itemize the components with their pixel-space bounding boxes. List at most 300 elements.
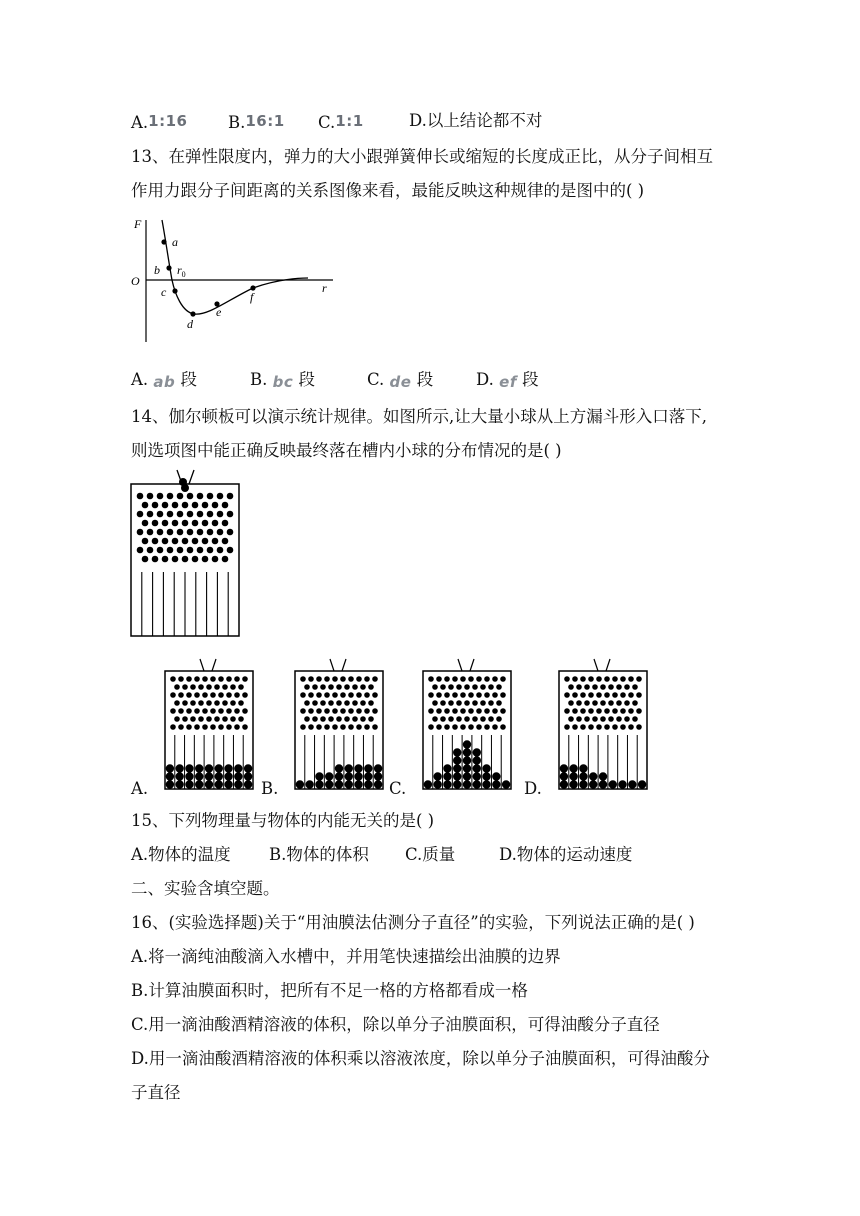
peg xyxy=(364,724,370,730)
q16-option-d-line1: D.用一滴油酸酒精溶液的体积乘以溶液浓度，除以单分子油膜面积，可得油酸分 xyxy=(131,1049,710,1068)
collected-ball xyxy=(166,780,174,788)
collected-ball xyxy=(215,764,223,772)
collected-ball xyxy=(482,780,490,788)
peg xyxy=(212,538,219,545)
peg xyxy=(636,708,642,714)
peg xyxy=(242,724,248,730)
q12-option-c: C.1:1 xyxy=(318,112,364,132)
collected-ball xyxy=(354,772,362,780)
peg xyxy=(636,676,642,682)
peg xyxy=(356,708,362,714)
peg xyxy=(612,676,618,682)
q16-option-c: C.用一滴油酸酒精溶液的体积，除以单分子油膜面积，可得油酸分子直径 xyxy=(131,1015,660,1034)
peg xyxy=(328,684,334,690)
q15-option-a: A.物体的温度 xyxy=(131,845,231,864)
peg xyxy=(604,708,610,714)
peg xyxy=(222,700,228,706)
peg xyxy=(364,708,370,714)
peg xyxy=(137,529,144,536)
peg xyxy=(227,547,234,554)
point-label-c: c xyxy=(161,285,167,299)
peg xyxy=(182,502,189,509)
funnel-right xyxy=(189,470,194,484)
peg xyxy=(624,716,630,722)
peg xyxy=(218,676,224,682)
collected-ball xyxy=(345,764,353,772)
q13-option-a: A. ab 段 xyxy=(131,370,198,391)
peg xyxy=(460,692,466,698)
peg xyxy=(212,502,219,509)
axis-label-f: F xyxy=(134,217,142,231)
galton-option-b xyxy=(292,657,386,793)
peg xyxy=(436,692,442,698)
peg xyxy=(468,692,474,698)
peg xyxy=(170,708,176,714)
peg xyxy=(194,724,200,730)
peg xyxy=(464,716,470,722)
peg xyxy=(600,700,606,706)
peg xyxy=(464,700,470,706)
collected-ball xyxy=(463,740,471,748)
peg xyxy=(484,692,490,698)
collected-ball xyxy=(224,772,232,780)
peg xyxy=(242,676,248,682)
q13-option-b: B. bc 段 xyxy=(250,370,316,391)
peg xyxy=(348,724,354,730)
peg xyxy=(500,692,506,698)
peg xyxy=(332,708,338,714)
peg xyxy=(604,676,610,682)
peg xyxy=(428,708,434,714)
peg xyxy=(456,700,462,706)
collected-ball xyxy=(244,772,252,780)
galton-option-d xyxy=(556,657,650,793)
peg xyxy=(608,716,614,722)
peg xyxy=(234,692,240,698)
peg xyxy=(596,708,602,714)
peg xyxy=(364,692,370,698)
collected-ball xyxy=(589,772,597,780)
peg xyxy=(222,716,228,722)
peg xyxy=(480,700,486,706)
peg xyxy=(620,692,626,698)
peg xyxy=(174,700,180,706)
peg xyxy=(186,708,192,714)
peg xyxy=(218,708,224,714)
collected-ball xyxy=(364,780,372,788)
collected-ball xyxy=(234,772,242,780)
collected-ball xyxy=(335,780,343,788)
peg xyxy=(572,692,578,698)
peg xyxy=(206,716,212,722)
peg xyxy=(368,684,374,690)
peg xyxy=(210,676,216,682)
peg xyxy=(308,692,314,698)
q13-text-line1: 13、在弹性限度内，弹力的大小跟弹簧伸长或缩短的长度成正比，从分子间相互 xyxy=(131,147,713,166)
peg xyxy=(628,724,634,730)
collected-ball xyxy=(433,772,441,780)
peg xyxy=(456,684,462,690)
q16-text-line1: 16、(实验选择题)关于“用油膜法估测分子直径”的实验，下列说法正确的是( ) xyxy=(131,913,695,932)
peg xyxy=(632,700,638,706)
peg xyxy=(157,529,164,536)
peg xyxy=(300,724,306,730)
peg xyxy=(218,692,224,698)
peg xyxy=(428,676,434,682)
peg xyxy=(202,556,209,563)
peg xyxy=(182,538,189,545)
peg xyxy=(194,692,200,698)
peg xyxy=(242,692,248,698)
peg xyxy=(186,676,192,682)
peg xyxy=(328,700,334,706)
collected-ball xyxy=(374,780,382,788)
peg xyxy=(320,684,326,690)
peg xyxy=(162,520,169,527)
q13-option-a-value: ab xyxy=(153,373,176,391)
peg xyxy=(212,520,219,527)
collected-ball xyxy=(443,780,451,788)
peg xyxy=(178,676,184,682)
peg xyxy=(167,529,174,536)
peg xyxy=(368,700,374,706)
peg xyxy=(178,708,184,714)
peg xyxy=(142,556,149,563)
peg xyxy=(202,708,208,714)
collected-ball xyxy=(463,748,471,756)
peg xyxy=(304,700,310,706)
peg xyxy=(340,692,346,698)
peg xyxy=(452,676,458,682)
peg xyxy=(226,676,232,682)
peg xyxy=(636,724,642,730)
peg xyxy=(604,692,610,698)
collected-ball xyxy=(453,748,461,756)
peg xyxy=(170,676,176,682)
peg xyxy=(496,700,502,706)
peg xyxy=(177,511,184,518)
collected-ball xyxy=(205,764,213,772)
collected-ball xyxy=(492,780,500,788)
peg xyxy=(226,724,232,730)
peg xyxy=(492,708,498,714)
point-label-d: d xyxy=(187,317,193,331)
collected-ball xyxy=(569,764,577,772)
peg xyxy=(308,676,314,682)
collected-ball xyxy=(364,772,372,780)
peg xyxy=(628,708,634,714)
collected-ball xyxy=(244,764,252,772)
q15-option-c: C.质量 xyxy=(405,845,456,864)
peg xyxy=(197,547,204,554)
peg xyxy=(340,676,346,682)
galton-board-main xyxy=(128,466,244,642)
peg xyxy=(214,684,220,690)
peg xyxy=(468,708,474,714)
peg xyxy=(214,716,220,722)
collected-ball xyxy=(453,780,461,788)
peg xyxy=(628,692,634,698)
peg xyxy=(476,676,482,682)
peg xyxy=(476,708,482,714)
collected-ball xyxy=(374,772,382,780)
collected-ball xyxy=(599,780,607,788)
q14-text-line1: 14、伽尔顿板可以演示统计规律。如图所示,让大量小球从上方漏斗形入口落下, xyxy=(131,407,707,426)
peg xyxy=(352,716,358,722)
peg xyxy=(152,502,159,509)
peg xyxy=(212,556,219,563)
peg xyxy=(170,692,176,698)
peg xyxy=(436,708,442,714)
section-title: 二、实验含填空题。 xyxy=(131,879,280,898)
collected-ball xyxy=(234,780,242,788)
collected-ball xyxy=(175,780,183,788)
collected-ball xyxy=(482,772,490,780)
collected-ball xyxy=(175,772,183,780)
peg xyxy=(157,547,164,554)
collected-ball xyxy=(569,772,577,780)
peg xyxy=(210,692,216,698)
peg xyxy=(202,538,209,545)
peg xyxy=(187,511,194,518)
collected-ball xyxy=(433,780,441,788)
collected-ball xyxy=(345,780,353,788)
peg xyxy=(352,700,358,706)
peg xyxy=(222,684,228,690)
peg xyxy=(444,692,450,698)
peg xyxy=(320,716,326,722)
point-a xyxy=(161,239,166,244)
peg xyxy=(332,692,338,698)
peg xyxy=(187,547,194,554)
q16-option-b: B.计算油膜面积时，把所有不足一格的方格都看成一格 xyxy=(131,981,528,1000)
peg xyxy=(167,493,174,500)
peg xyxy=(588,692,594,698)
peg xyxy=(500,708,506,714)
funnel-left xyxy=(594,659,598,671)
peg xyxy=(147,547,154,554)
peg xyxy=(428,692,434,698)
collected-ball xyxy=(185,764,193,772)
funnel-left xyxy=(330,659,334,671)
q13-option-d: D. ef 段 xyxy=(476,370,539,391)
collected-ball xyxy=(579,772,587,780)
peg xyxy=(336,700,342,706)
peg xyxy=(476,724,482,730)
collected-ball xyxy=(185,780,193,788)
collected-ball xyxy=(638,780,646,788)
peg xyxy=(182,700,188,706)
peg xyxy=(588,724,594,730)
peg xyxy=(186,692,192,698)
point-label-f: f xyxy=(250,290,254,304)
collected-ball xyxy=(628,780,636,788)
collected-ball xyxy=(618,780,626,788)
peg xyxy=(368,716,374,722)
collected-ball xyxy=(443,772,451,780)
force-distance-graph xyxy=(128,212,343,347)
peg xyxy=(187,493,194,500)
axis-label-r: r xyxy=(322,281,327,295)
peg xyxy=(564,708,570,714)
peg xyxy=(304,684,310,690)
collected-ball xyxy=(296,780,304,788)
funnel-right xyxy=(606,659,610,671)
peg xyxy=(624,700,630,706)
q13-option-b-value: bc xyxy=(272,373,294,391)
collected-ball xyxy=(205,772,213,780)
entry-ball xyxy=(181,484,189,492)
peg xyxy=(480,716,486,722)
peg xyxy=(147,493,154,500)
peg xyxy=(300,676,306,682)
collected-ball xyxy=(335,764,343,772)
peg xyxy=(157,511,164,518)
collected-ball xyxy=(482,764,490,772)
peg xyxy=(230,700,236,706)
peg xyxy=(222,502,229,509)
peg xyxy=(190,684,196,690)
peg xyxy=(300,692,306,698)
peg xyxy=(348,692,354,698)
peg xyxy=(152,520,159,527)
peg xyxy=(620,676,626,682)
collected-ball xyxy=(453,756,461,764)
collected-ball xyxy=(589,780,597,788)
peg xyxy=(476,692,482,698)
peg xyxy=(227,511,234,518)
peg xyxy=(300,708,306,714)
funnel-right xyxy=(212,659,216,671)
peg xyxy=(468,724,474,730)
peg xyxy=(162,556,169,563)
peg xyxy=(174,716,180,722)
collected-ball xyxy=(502,780,510,788)
peg xyxy=(202,724,208,730)
peg xyxy=(178,692,184,698)
collected-ball xyxy=(473,756,481,764)
collected-ball xyxy=(473,772,481,780)
peg xyxy=(372,708,378,714)
peg xyxy=(167,511,174,518)
peg xyxy=(222,538,229,545)
point-label-e: e xyxy=(216,305,222,319)
peg xyxy=(580,676,586,682)
peg xyxy=(452,724,458,730)
collected-ball xyxy=(560,780,568,788)
peg xyxy=(210,724,216,730)
q12-option-c-value: 1:1 xyxy=(335,112,364,130)
peg xyxy=(564,724,570,730)
peg xyxy=(360,700,366,706)
peg xyxy=(336,684,342,690)
peg xyxy=(234,676,240,682)
peg xyxy=(492,676,498,682)
collected-ball xyxy=(195,764,203,772)
collected-ball xyxy=(463,780,471,788)
peg xyxy=(214,700,220,706)
peg xyxy=(360,684,366,690)
collected-ball xyxy=(354,780,362,788)
q14-option-a-label: A. xyxy=(131,779,149,798)
funnel-left xyxy=(458,659,462,671)
peg xyxy=(182,520,189,527)
peg xyxy=(348,676,354,682)
peg xyxy=(564,676,570,682)
peg xyxy=(202,676,208,682)
peg xyxy=(576,716,582,722)
peg xyxy=(324,708,330,714)
collected-ball xyxy=(473,748,481,756)
peg xyxy=(624,684,630,690)
peg xyxy=(432,716,438,722)
peg xyxy=(472,700,478,706)
peg xyxy=(197,493,204,500)
collected-ball xyxy=(599,772,607,780)
peg xyxy=(147,529,154,536)
point-label-b: b xyxy=(154,263,160,277)
peg xyxy=(316,708,322,714)
galton-option-a xyxy=(162,657,256,793)
peg xyxy=(227,493,234,500)
peg xyxy=(452,708,458,714)
peg xyxy=(444,708,450,714)
peg xyxy=(178,724,184,730)
peg xyxy=(324,724,330,730)
peg xyxy=(472,716,478,722)
peg xyxy=(206,700,212,706)
peg xyxy=(592,700,598,706)
peg xyxy=(182,556,189,563)
q14-option-c-label: C. xyxy=(389,779,407,798)
funnel-left xyxy=(200,659,204,671)
q13-option-c-value: de xyxy=(389,373,412,391)
peg xyxy=(152,538,159,545)
peg xyxy=(432,684,438,690)
peg xyxy=(500,676,506,682)
peg xyxy=(192,502,199,509)
peg xyxy=(356,692,362,698)
peg xyxy=(198,700,204,706)
peg xyxy=(356,724,362,730)
peg xyxy=(632,716,638,722)
funnel-right xyxy=(342,659,346,671)
peg xyxy=(210,708,216,714)
peg xyxy=(580,692,586,698)
peg xyxy=(197,529,204,536)
collected-ball xyxy=(560,772,568,780)
peg xyxy=(170,724,176,730)
q13-option-c: C. de 段 xyxy=(367,370,434,391)
peg xyxy=(364,676,370,682)
peg xyxy=(177,529,184,536)
peg xyxy=(316,692,322,698)
q12-option-d: D.以上结论都不对 xyxy=(409,111,543,130)
peg xyxy=(600,716,606,722)
peg xyxy=(230,684,236,690)
peg xyxy=(320,700,326,706)
peg xyxy=(192,556,199,563)
peg xyxy=(316,676,322,682)
peg xyxy=(207,493,214,500)
peg xyxy=(218,724,224,730)
collected-ball xyxy=(195,772,203,780)
peg xyxy=(496,716,502,722)
peg xyxy=(356,676,362,682)
q12-option-a: A.1:16 xyxy=(131,112,188,132)
peg xyxy=(234,724,240,730)
peg xyxy=(137,511,144,518)
